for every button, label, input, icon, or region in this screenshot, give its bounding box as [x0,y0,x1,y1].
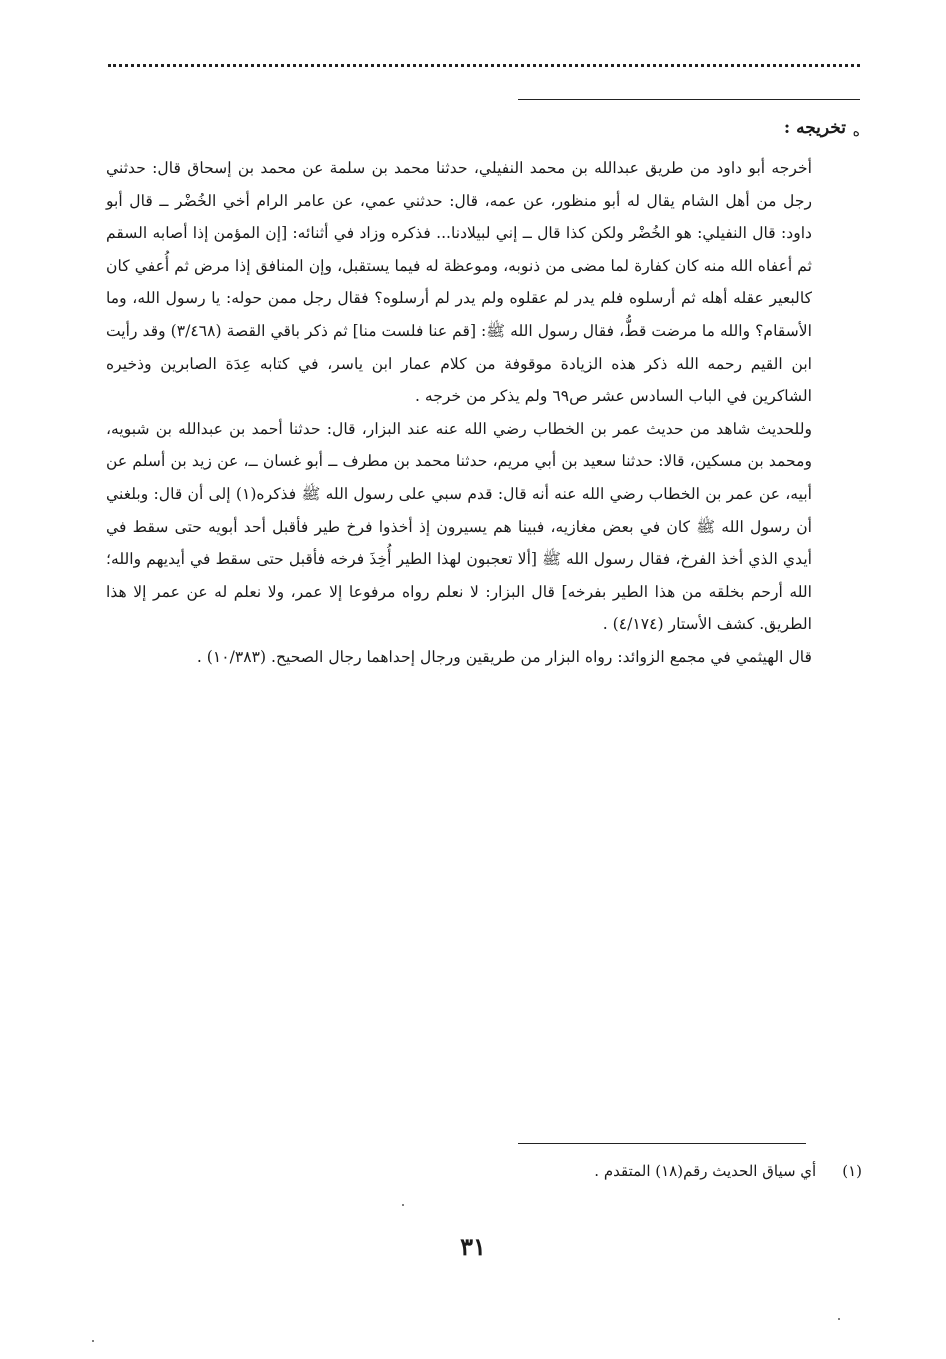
scan-speck [402,1204,404,1206]
paragraph-bazzar: وللحديث شاهد من حديث عمر بن الخطاب رضي الله عنه عند البزار، قال: حدثنا أحمد بن عبدالله بن شبويه، ومحمد بن مسكين، قالا: حدثنا سعيد بن أبي مريم، حدثنا محمد بن مطرف ــ أبو غسان ــ، عن زيد بن أسلم عن أبيه، عن عمر بن الخطاب رضي الله عنه أنه قال: قدم سبي على رسول الله ﷺ فذكره(١) إلى أن قال: وبلغني أن رسول الله ﷺ كان في بعض مغازيه، فبينا هم يسيرون إذ أخذوا فرخ طير فأقبل أحد أبويه حتى سقط في أيدي الذي أخذ الفرخ، فقال رسول الله ﷺ [ألا تعجبون لهذا الطير أُخِذَ فرخه فأقبل حتى سقط في أيديهم والله؛ الله أرحم بخلقه من هذا الطير بفرخه] قال البزار: لا نعلم رواه مرفوعا إلا عمر، ولا نعلم له عن عمر إلا هذا الطريق. كشف الأستار (٤/١٧٤) . [106,419,813,634]
footnote [594,1162,862,1180]
body-text [106,152,812,674]
paragraph-haythami: قال الهيثمي في مجمع الزوائد: رواه البزار من طريقين ورجال إحداهما رجال الصحيح. (١٠/٣٨٣) . [196,647,812,666]
page-number: ٣١ [460,1232,486,1261]
paragraph-abu-dawud: أخرجه أبو داود من طريق عبدالله بن محمد النفيلي، حدثنا محمد بن سلمة عن محمد بن إسحاق قال: حدثني رجل من أهل الشام يقال له أبو منظور، عن عمه، قال: حدثني عمي، عن عامر الرام أخي الخُضْر ــ قال أبو داود: قال النفيلي: هو الخُضْر ولكن كذا قال ــ إني لبيلادنا... فذكره وزاد في أثنائه: [إن المؤمن إذا أصابه السقم ثم أعفاه الله منه كان كفارة لما مضى من ذنوبه، وموعظة له فيما يستقبل، وإن المنافق إذا مرض ثم أُعفي كان كالبعير عقله أهله ثم أرسلوه فلم يدر لم عقلوه ولم يدر لم أرسلوه؟ فقال رجل ممن حوله: يا رسول الله، وما الأسقام؟ والله ما مرضت قطُّ، فقال رسول الله ﷺ: [قم عنا فلست منا] ثم ذكر باقي القصة (٣/٤٦٨) وقد رأيت ابن القيم رحمه الله ذكر هذه الزيادة موقوفة من كلام عمار ابن ياسر، في كتابه عِدَة الصابرين وذخيره الشاكرين في الباب السادس عشر ص٦٩ ولم يذكر من خرجه . [106,159,812,406]
top-dotted-rule [108,64,860,67]
header-rule [518,99,860,100]
footnote-rule [518,1143,806,1144]
section-heading: تخريجه : [783,118,846,138]
scan-speck [92,1340,94,1342]
section-bullet: ه [852,124,860,140]
scan-speck [838,1318,840,1320]
footnote-text: أي سياق الحديث رقم(١٨) المتقدم . [594,1162,817,1180]
footnote-number: (١) [842,1162,862,1180]
